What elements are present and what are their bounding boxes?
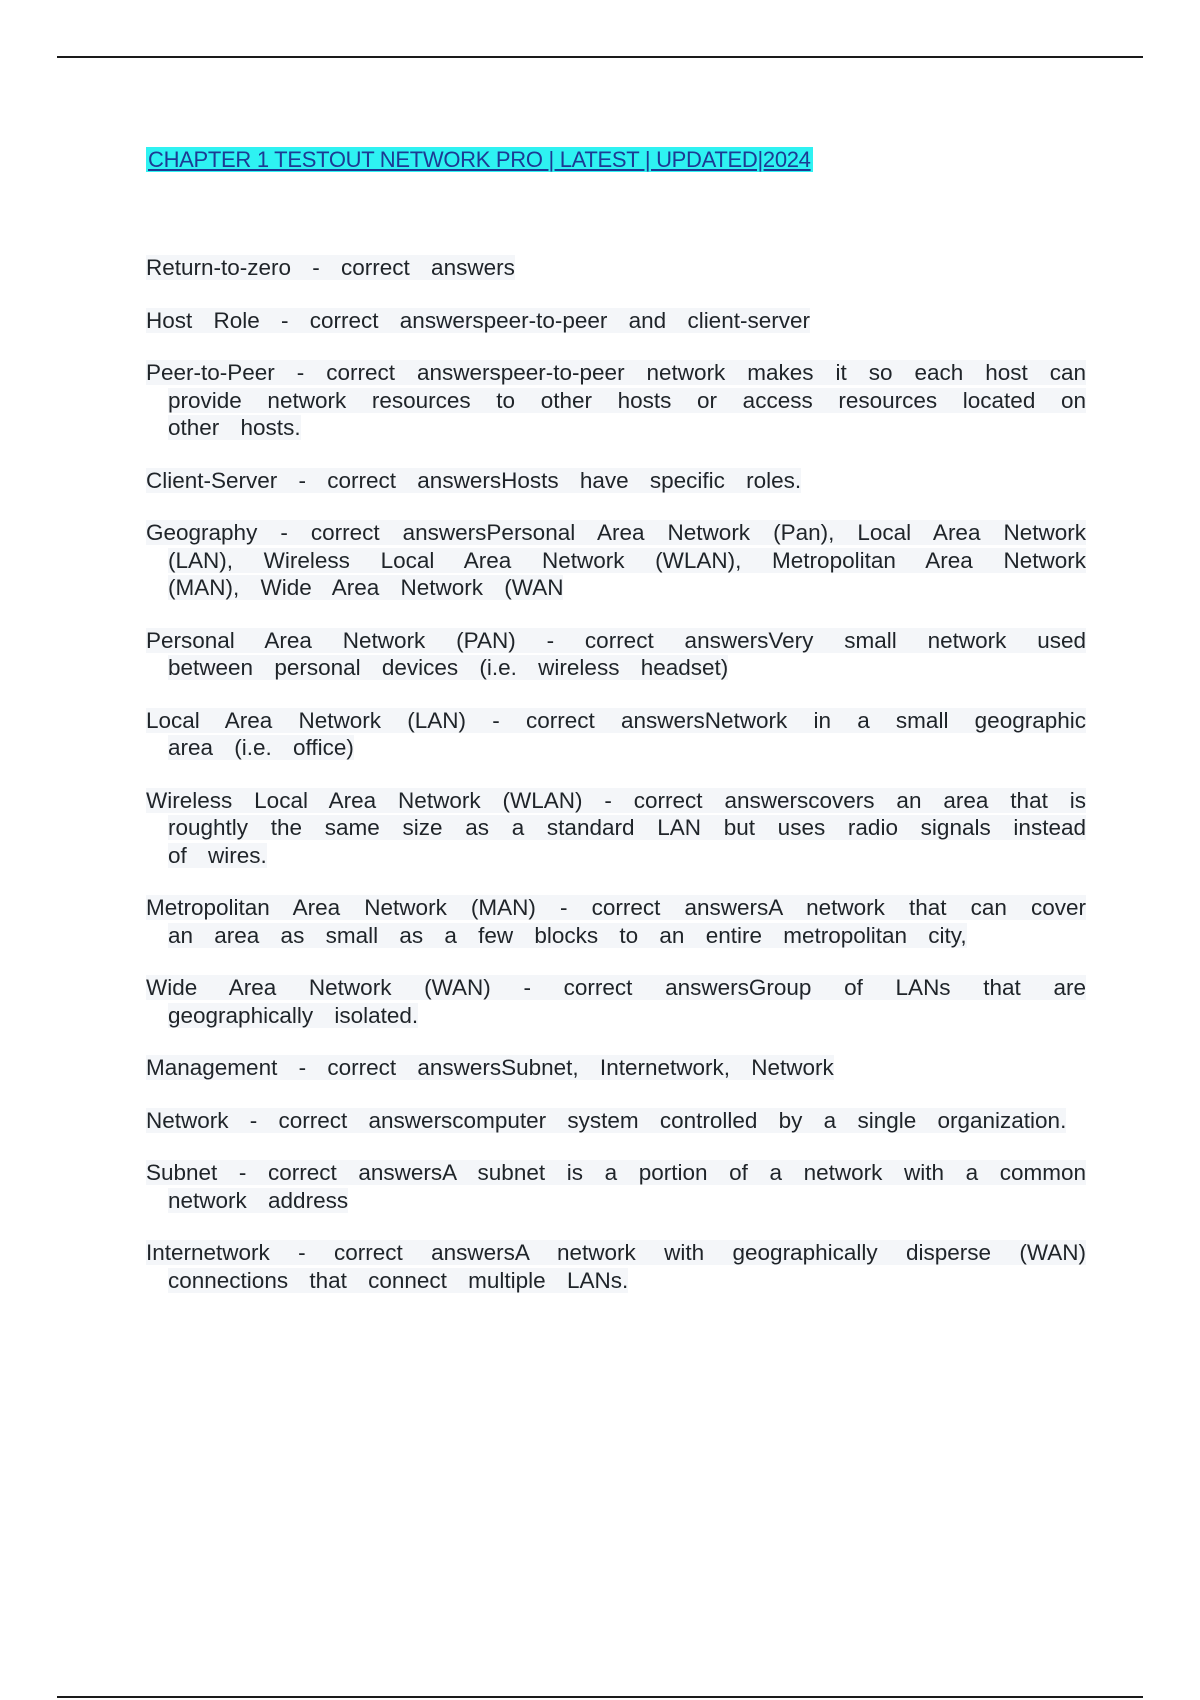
- footer-rule: [57, 1696, 1143, 1698]
- list-item: [146, 974, 1086, 1029]
- list-item: [146, 787, 1086, 870]
- header-rule: [57, 56, 1143, 58]
- list-item: [146, 359, 1086, 442]
- entry-text: Network - correct answerscomputer system controlled by a single organization.: [146, 1107, 1067, 1133]
- document-title: CHAPTER 1 TESTOUT NETWORK PRO | LATEST | UPDATED|2024: [148, 147, 811, 172]
- list-item: [146, 307, 1086, 335]
- list-item: [146, 707, 1086, 762]
- entry-text: Peer-to-Peer - correct answerspeer-to-peer network makes it so each host can provide network resources to other hosts or access resources located on other hosts.: [146, 360, 1086, 440]
- list-item: [146, 467, 1086, 495]
- entry-text: Management - correct answersSubnet, Internetwork, Network: [146, 1055, 834, 1080]
- title-block: [146, 146, 1086, 174]
- list-item: [146, 1159, 1086, 1214]
- list-item: [146, 254, 1086, 282]
- list-item: [146, 519, 1086, 602]
- entry-text: Return-to-zero - correct answers: [146, 255, 515, 280]
- entry-text: Subnet - correct answersA subnet is a portion of a network with a common network address: [146, 1160, 1086, 1213]
- entry-text: Geography - correct answersPersonal Area Network (Pan), Local Area Network (LAN), Wireless Local Area Network (WLAN), Metropolitan Area Network (MAN), Wide Area Network (WAN: [146, 520, 1086, 600]
- entry-text: Client-Server - correct answersHosts have specific roles.: [146, 467, 802, 493]
- list-item: [146, 627, 1086, 682]
- list-item: [146, 894, 1086, 949]
- entry-text: Wide Area Network (WAN) - correct answersGroup of LANs that are geographically isolated.: [146, 975, 1086, 1028]
- list-item: [146, 1107, 1086, 1135]
- entry-text: Wireless Local Area Network (WLAN) - correct answerscovers an area that is roughtly the same size as a standard LAN but uses radio signals instead of wires.: [146, 787, 1086, 868]
- list-item: [146, 1054, 1086, 1082]
- entry-text: Internetwork - correct answersA network with geographically disperse (WAN) connections that connect multiple LANs.: [146, 1240, 1086, 1293]
- entry-text: Personal Area Network (PAN) - correct answersVery small network used between personal devices (i.e. wireless headset): [146, 627, 1086, 680]
- entry-text: Local Area Network (LAN) - correct answersNetwork in a small geographic area (i.e. office): [146, 707, 1086, 760]
- entry-text: Metropolitan Area Network (MAN) - correct answersA network that can cover an area as small as a few blocks to an entire metropolitan city,: [146, 895, 1086, 948]
- entry-text: Host Role - correct answerspeer-to-peer and client-server: [146, 307, 810, 333]
- document-body: [146, 146, 1086, 1319]
- entry-list: [146, 254, 1086, 1294]
- list-item: [146, 1239, 1086, 1294]
